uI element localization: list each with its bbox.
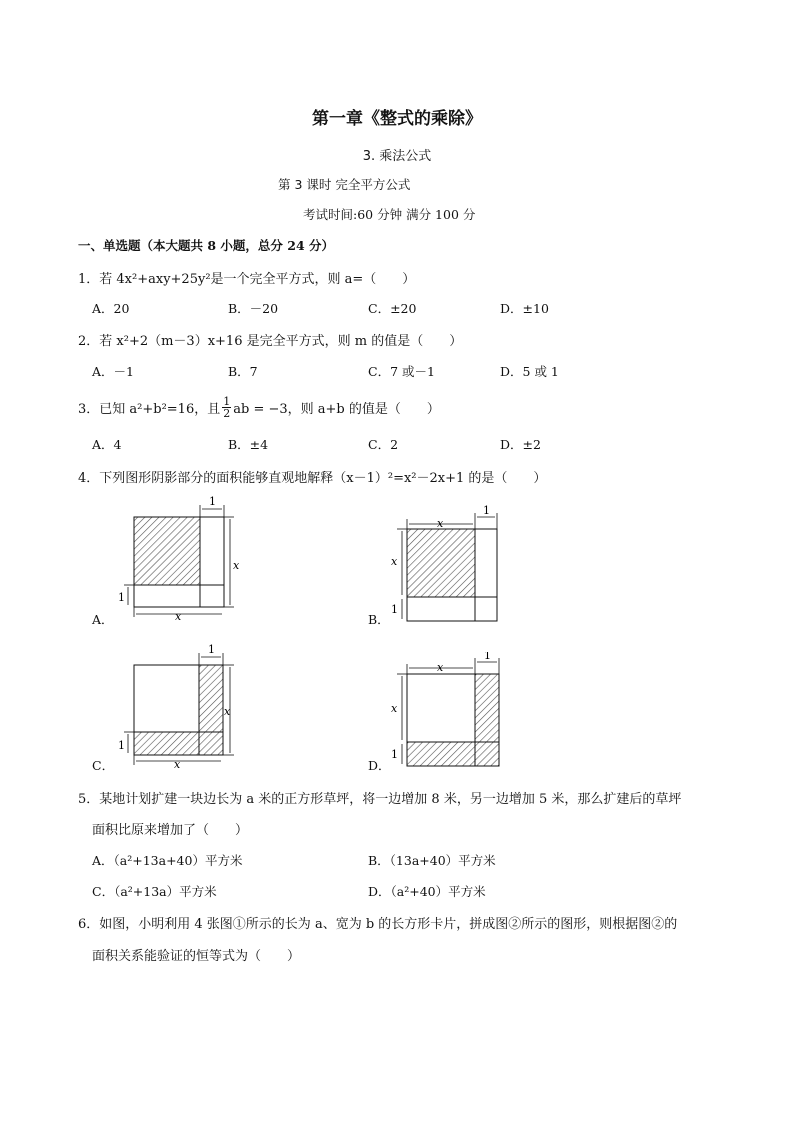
q1-option-b[interactable]: B．－20 xyxy=(228,301,279,316)
q3-option-a[interactable]: A．4 xyxy=(92,437,122,452)
figure-b-shaded-region xyxy=(407,529,475,597)
figure-c-option-label[interactable]: C． xyxy=(92,758,115,773)
q3-fraction xyxy=(222,396,231,419)
section-heading: 一、单选题（本大题共 8 小题，总分 24 分） xyxy=(78,238,335,253)
q2-option-d[interactable]: D．5 或 1 xyxy=(500,364,559,379)
lesson-title: 第 3 课时 完全平方公式 xyxy=(278,177,411,192)
figure-c-label-one-left: 1 xyxy=(118,739,125,752)
figure-c-shaded-vertical xyxy=(199,665,223,755)
exam-info: 考试时间:60 分钟 满分 100 分 xyxy=(303,207,476,222)
figure-c-label-x-bottom: x xyxy=(174,758,181,771)
figure-a-shaded-region xyxy=(134,517,200,585)
figure-a-label-one-left: 1 xyxy=(118,591,125,604)
figure-c-shaded-horizontal xyxy=(134,732,199,755)
figure-d-label-one-top: 1 xyxy=(484,652,491,662)
question-2-stem: 2．若 x²+2（m－3）x+16 是完全平方式，则 m 的值是（ ） xyxy=(78,334,463,349)
figure-d-shaded-vertical xyxy=(475,674,499,766)
figure-b-label-one-top: 1 xyxy=(483,505,490,517)
q2-option-a[interactable]: A．－1 xyxy=(92,364,134,379)
q1-option-a[interactable]: A．20 xyxy=(92,301,130,316)
question-6-stem-line2: 面积关系能验证的恒等式为（ ） xyxy=(92,949,301,964)
figure-c-label-x-right: x xyxy=(224,705,231,718)
figure-a xyxy=(110,495,250,627)
q2-option-c[interactable]: C．7 或－1 xyxy=(368,364,435,379)
question-4-stem: 4．下列图形阴影部分的面积能够直观地解释（x－1）²=x²－2x+1 的是（ ） xyxy=(78,471,547,486)
question-3-stem xyxy=(78,395,440,421)
page-title: 第一章《整式的乘除》 xyxy=(312,109,482,129)
figure-c xyxy=(110,643,250,771)
q5-option-d[interactable]: D．（a²+40）平方米 xyxy=(368,884,486,899)
q5-option-a[interactable]: A．（a²+13a+40）平方米 xyxy=(92,853,243,868)
q3-stem-post: ab = −3，则 a+b 的值是（ ） xyxy=(233,402,440,417)
figure-a-option-label[interactable]: A． xyxy=(92,612,114,627)
figure-d-shaded-horizontal xyxy=(407,742,475,766)
q1-option-d[interactable]: D．±10 xyxy=(500,301,549,316)
question-6-stem-line1: 6．如图，小明利用 4 张图①所示的长为 a、宽为 b 的长方形卡片，拼成图②所示的图形，则根据图②的 xyxy=(78,917,678,932)
figure-d-label-one-left: 1 xyxy=(391,748,398,761)
section-subtitle: 3. 乘法公式 xyxy=(362,149,432,164)
figure-c-label-one-top: 1 xyxy=(208,643,215,656)
q3-option-b[interactable]: B．±4 xyxy=(228,437,269,452)
figure-d xyxy=(385,652,515,772)
figure-a-label-x-bottom: x xyxy=(175,610,182,623)
figure-a-label-x-right: x xyxy=(233,559,240,572)
q3-fraction-denominator: 2 xyxy=(223,407,231,420)
q5-option-b[interactable]: B．（13a+40）平方米 xyxy=(368,853,496,868)
question-1-stem: 1．若 4x²+axy+25y²是一个完全平方式，则 a=（ ） xyxy=(78,272,416,287)
figure-b-label-x-top: x xyxy=(437,517,444,530)
figure-d-label-x-left: x xyxy=(391,702,398,715)
q3-stem-pre: 3．已知 a²+b²=16，且 xyxy=(78,402,221,417)
q3-fraction-numerator: 1 xyxy=(223,395,231,408)
figure-d-option-label[interactable]: D． xyxy=(368,758,391,773)
q5-option-c[interactable]: C．（a²+13a）平方米 xyxy=(92,884,217,899)
figure-b-option-label[interactable]: B． xyxy=(368,612,390,627)
figure-b-label-x-left: x xyxy=(391,555,398,568)
q3-option-c[interactable]: C．2 xyxy=(368,437,399,452)
figure-a-label-one: 1 xyxy=(209,495,216,508)
question-5-stem-line1: 5．某地计划扩建一块边长为 a 米的正方形草坪，将一边增加 8 米，另一边增加 5 米，那么扩建后的草坪 xyxy=(78,792,682,807)
q1-option-c[interactable]: C．±20 xyxy=(368,301,417,316)
q3-option-d[interactable]: D．±2 xyxy=(500,437,541,452)
figure-d-label-x-top: x xyxy=(437,661,444,674)
figure-b-label-one-left: 1 xyxy=(391,603,398,616)
question-5-stem-line2: 面积比原来增加了（ ） xyxy=(92,823,249,838)
q2-option-b[interactable]: B．7 xyxy=(228,364,258,379)
figure-b xyxy=(385,505,515,627)
